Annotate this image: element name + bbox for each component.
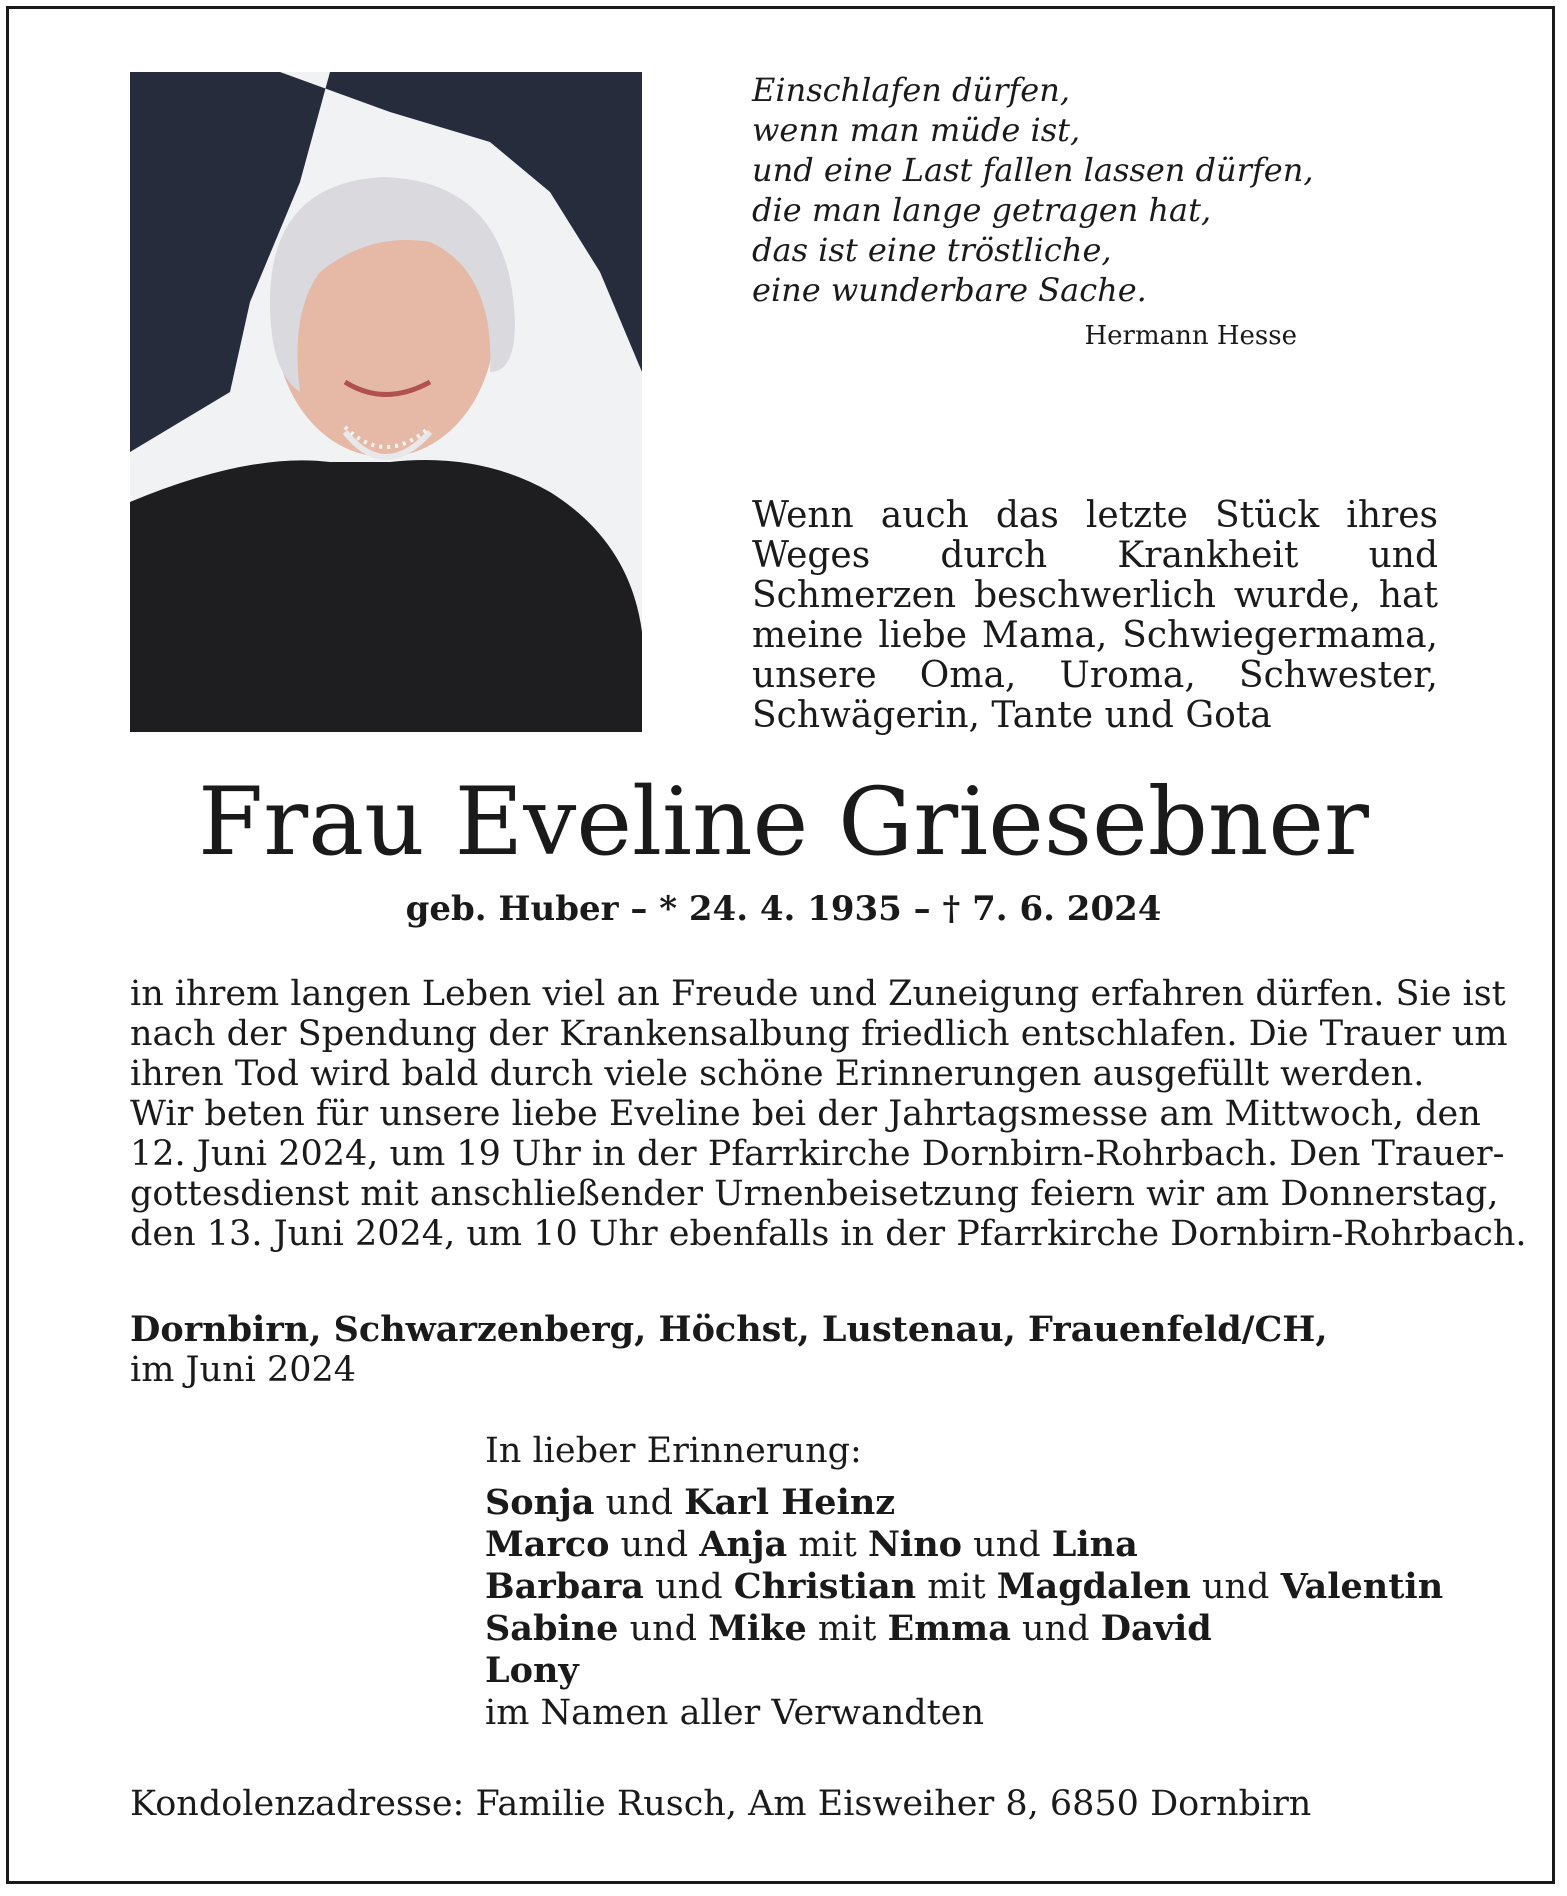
family-connector: mit xyxy=(916,1567,997,1607)
family-connector: und xyxy=(609,1525,700,1565)
family-member-name: Sabine xyxy=(485,1608,619,1649)
family-member-name: Valentin xyxy=(1280,1566,1444,1607)
portrait-illustration xyxy=(130,72,642,732)
poem xyxy=(752,70,1312,310)
body-line: Wir beten für unsere liebe Eveline bei der Jahrtagsmesse am Mittwoch, den xyxy=(130,1094,1481,1134)
family-member-name: Barbara xyxy=(485,1566,644,1607)
family-connector: und xyxy=(594,1483,685,1523)
family-member-name: Karl Heinz xyxy=(684,1482,896,1523)
poem-line: und eine Last fallen lassen dürfen, xyxy=(752,151,1314,189)
family-connector: mit xyxy=(806,1609,888,1649)
intro-paragraph: Wenn auch das letzte Stück ihres Weges durch Krankheit und Schmerzen beschwerlich wurde, hat meine liebe Mama, Schwiegermama, unsere Oma, Uroma, Schwester, Schwägerin, Tante und Gota xyxy=(752,495,1438,736)
family-row xyxy=(485,1524,1485,1566)
poem-line: die man lange getragen hat, xyxy=(752,191,1212,229)
family-connector: mit xyxy=(787,1525,868,1565)
poem-line: Einschlafen dürfen, xyxy=(752,71,1070,109)
family-lead: In lieber Erinnerung: xyxy=(485,1431,862,1471)
family-member-name: Emma xyxy=(887,1608,1011,1649)
condolence-address: Kondolenzadresse: Familie Rusch, Am Eisweiher 8, 6850 Dornbirn xyxy=(130,1784,1312,1824)
date-line: im Juni 2024 xyxy=(130,1350,357,1390)
family-row xyxy=(485,1650,1485,1692)
family-row xyxy=(485,1566,1485,1608)
poem-author: Hermann Hesse xyxy=(1084,321,1297,351)
family-closing: im Namen aller Verwandten xyxy=(485,1693,984,1733)
family-member-name: Lony xyxy=(485,1650,579,1691)
body-line: nach der Spendung der Krankensalbung friedlich entschlafen. Die Trauer um xyxy=(130,1014,1508,1054)
body-line: 12. Juni 2024, um 19 Uhr in der Pfarrkirche Dornbirn-Rohrbach. Den Trauer- xyxy=(130,1134,1505,1174)
places-list: Dornbirn, Schwarzenberg, Höchst, Lustenau, Frauenfeld/CH, xyxy=(130,1309,1328,1350)
poem-line: eine wunderbare Sache. xyxy=(752,271,1147,309)
poem-line: das ist eine tröstliche, xyxy=(752,231,1112,269)
poem-line: wenn man müde ist, xyxy=(752,111,1081,149)
family-member-name: Marco xyxy=(485,1524,610,1565)
family-connector: und xyxy=(1010,1609,1101,1649)
family-member-name: Anja xyxy=(699,1524,788,1565)
body-paragraph xyxy=(130,974,1527,1254)
deceased-dates: geb. Huber – * 24. 4. 1935 – † 7. 6. 2024 xyxy=(405,889,1162,929)
family-member-name: Nino xyxy=(867,1524,963,1565)
family-member-name: Christian xyxy=(733,1566,917,1607)
family-connector: und xyxy=(1190,1567,1281,1607)
family-row xyxy=(485,1482,1485,1524)
body-line: ihren Tod wird bald durch viele schöne Erinnerungen ausgefüllt werden. xyxy=(130,1054,1425,1094)
body-line: gottesdienst mit anschließender Urnenbeisetzung feiern wir am Donnerstag, xyxy=(130,1174,1499,1214)
portrait-photo xyxy=(130,72,642,732)
family-member-name: Lina xyxy=(1051,1524,1138,1565)
family-rows xyxy=(485,1482,1485,1692)
family-connector: und xyxy=(618,1609,709,1649)
family-member-name: Sonja xyxy=(485,1482,595,1523)
deceased-name: Frau Eveline Griesebner xyxy=(197,768,1369,877)
family-member-name: David xyxy=(1100,1608,1212,1649)
body-line: den 13. Juni 2024, um 10 Uhr ebenfalls in der Pfarrkirche Dornbirn-Rohrbach. xyxy=(130,1214,1527,1254)
family-member-name: Magdalen xyxy=(996,1566,1191,1607)
family-connector: und xyxy=(962,1525,1052,1565)
places-block xyxy=(130,1310,1438,1390)
family-signatures xyxy=(485,1430,1485,1734)
family-member-name: Mike xyxy=(708,1608,807,1649)
body-line: in ihrem langen Leben viel an Freude und Zuneigung erfahren dürfen. Sie ist xyxy=(130,974,1506,1014)
family-row xyxy=(485,1608,1485,1650)
family-connector: und xyxy=(643,1567,734,1607)
